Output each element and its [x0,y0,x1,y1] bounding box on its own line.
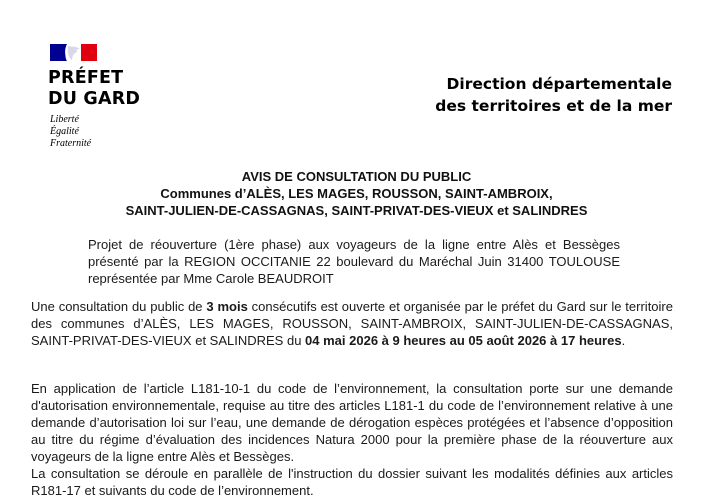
prefet-line1: PRÉFET [48,68,124,88]
prefet-du-gard-title [48,68,140,110]
republic-motto [50,114,91,150]
title-line2: Communes d’ALÈS, LES MAGES, ROUSSON, SAINT-AMBROIX, [160,186,553,201]
para2-text: En application de l’article L181-10-1 du code de l’environnement, la consultation porte sur une demande d'autorisation environnementale, requise au titre des articles L181-1 du code de l’environnement relative à une demande d’autorisation loi sur l’eau, une demande de dérogation espèces protégées et l’absence d’opposition au titre du régime d’évaluation des incidences Natura 2000 pour la première phase de la réouverture aux voyageurs de la ligne entre Alès et Bessèges. [31,381,673,464]
consultation-paragraph [31,298,673,349]
direction-line1: Direction départementale [446,75,672,93]
motto-fraternite: Fraternité [50,138,92,149]
motto-liberte: Liberté [50,114,79,125]
direction-line2: des territoires et de la mer [435,97,672,115]
title-line1: AVIS DE CONSULTATION DU PUBLIC [241,169,472,184]
project-description: Projet de réouverture (1ère phase) aux voyageurs de la ligne entre Alès et Bessèges présenté par la REGION OCCITANIE 22 boulevard du Maréchal Juin 31400 TOULOUSE représentée par Mme Carole BEAUDROIT [88,237,620,286]
title-line3: SAINT-JULIEN-DE-CASSAGNAS, SAINT-PRIVAT-DES-VIEUX et SALINDRES [125,203,588,218]
para2-text2: La consultation se déroule en parallèle de l'instruction du dossier suivant les modalités définies aux articles R181-17 et suivants du code de l’environnement. [31,466,673,498]
para1-text3: . [621,333,626,348]
application-paragraph [31,380,673,499]
duration-bold: 3 mois [206,299,248,314]
para1-text1: Une consultation du public de [31,299,207,314]
notice-title [0,168,713,219]
dates-bold: 04 mai 2026 à 9 heures au 05 août 2026 à 17 heures [305,333,622,348]
direction-header [435,73,672,117]
motto-egalite: Égalité [50,126,79,137]
para1-text2: consécutifs est ouverte et organisée par le préfet du Gard sur le territoire des communes d’ALÈS, LES MAGES, ROUSSON, SAINT-AMBROIX, SAINT-JULIEN-DE-CASSAGNAS, SAINT-PRIVAT-DES-VIEUX et SALINDRES du [31,299,673,348]
prefet-line2: DU GARD [48,89,141,109]
marianne-flag-logo [50,44,97,61]
